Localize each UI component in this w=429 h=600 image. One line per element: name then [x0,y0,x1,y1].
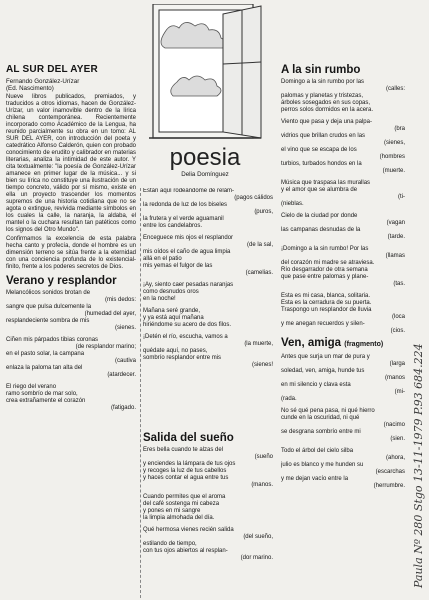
verse-text: la redonda de luz de los biseles [143,202,228,208]
verse-continuation: (cios. [390,328,405,334]
poem-title: Verano y resplandor [6,275,117,288]
verse-line [143,202,273,216]
verse-continuation: (de resplandor marino; [75,344,136,351]
verse-continuation: (sien. [390,436,405,442]
verse-line [143,527,273,541]
verse-line [143,282,273,289]
verse-text: Traspongo un resplandor de lluvia [281,307,372,313]
verse-text: sangre que pulsa dulcemente la [6,304,92,311]
verse-line [143,548,273,562]
verse-line [281,354,405,368]
poem-title [281,337,405,351]
verse-line [143,461,273,468]
verse-continuation: (pagos cálidos [234,195,273,201]
verse-text: Eres bella cuando te alzas del [143,447,224,453]
verse-line [143,256,273,263]
verse-text: la frutera y el verde aguamanil [143,216,224,222]
verse-text: en el pasto solar, la campana [6,351,85,358]
verse-line [281,79,405,93]
verse-text: árboles sosegados en sus copas, [281,100,371,106]
verse-continuation: (larga [389,361,405,367]
verse-text: que pase entre palomas y plane- [281,274,369,280]
verse-continuation: (sienes. [114,325,136,332]
poem-verano [6,290,136,412]
verse-continuation: (escarchas [375,469,405,475]
verse-continuation: (camelias. [245,270,273,276]
verse-text: ¡Detén el río, escucha, vamos a [143,334,228,340]
verse-continuation: (vagan [386,220,405,226]
verse-continuation: (sueño [254,454,273,460]
verse-continuation: (puros, [254,209,273,215]
verse-continuation: (tas. [393,281,405,287]
verse-continuation: (llamas [385,253,405,259]
verse-line [281,100,405,107]
verse-line [281,260,405,267]
poem-untitled [143,188,273,369]
handwritten-text: Paula Nº 280 Stgo 13-11-1979 P.93 684.224 [412,343,425,588]
verse-text: julio es blanco y me hunden su [281,462,364,468]
verse-text: Música que traspasa las murallas [281,180,371,186]
verse-text: la limpia almohada del día. [143,515,215,521]
verse-continuation: (dor marino. [240,555,273,561]
verse-text: Esta es mi casa, blanca, solitaria. [281,293,371,299]
poem-title: A la sin rumbo [281,64,361,76]
verse-continuation: (la muerte, [244,341,273,347]
verse-line [143,508,273,515]
verse-continuation: (sienes! [251,362,273,368]
verse-text: Ciñen mis párpados tibias coronas [6,337,99,344]
verse-line [143,188,273,202]
verse-line [143,263,273,277]
verse-line [143,348,273,355]
verse-text: se desgrana sombrío entre mi [281,429,361,435]
verse-text: y el amor que se alumbra de [281,187,358,193]
verse-text: y enciendes la lámpara de tus ojos [143,461,236,467]
poem-title: Salida del sueño [143,432,234,444]
book-publisher: (Ed. Nascimento) [6,85,54,93]
verse-line [6,398,136,412]
verse-text: Melancólicos sonidos brotan de [6,290,91,297]
verse-text: Antes que surja un mar de pura y [281,354,370,360]
verse-text: entre los candelabros. [143,223,203,229]
verse-continuation: (nacimo [383,422,405,428]
verse-text: estilando de tiempo, [143,541,197,547]
column-middle-top [143,188,273,428]
poem-ven-amiga [281,354,405,490]
book-review-title: AL SUR DEL AYER [6,64,98,75]
verse-text: Todo el árbol del cielo silba [281,448,354,454]
verse-text: ¡Ay, siento caer pesadas naranjas [143,282,234,288]
verse-line [6,384,136,391]
verse-continuation: (fatigado. [110,405,136,412]
verse-line [143,541,273,548]
verse-text: Cuando permites que el aroma [143,494,226,500]
verse-text: resplandeciente sombra de mis [6,318,90,325]
verse-line [143,322,273,329]
verse-line [6,391,136,398]
verse-line [6,318,136,332]
verse-line [281,201,405,208]
verse-text: Mañana seré grande, [143,308,201,314]
verse-line [143,501,273,508]
verse-text: en la noche! [143,296,176,302]
verse-line [143,249,273,256]
poem-sin-rumbo [281,79,405,335]
verse-line [143,334,273,348]
verse-continuation: (ahora, [385,455,405,461]
column-left [6,64,136,600]
verse-line [281,368,405,382]
verse-text: mis oídos el caño de agua limpia [143,249,231,255]
section-author: Delia Domínguez [181,171,229,178]
review-paragraph: Nueve libros publicados, premiados, y traducidos a otros idiomas, hacen de González-Urízar, un valor inamovible dentro de la lírica chilena contemporánea. Recientemente incorporado como Académico de la Lengua, ha reunido parcialmente su obra en un tomo: AL SUR DEL AYER, con introducción del poeta y catedrático Alfonso Calderón, quien con probado conocimiento de erudito y calibrador en materias literarias, analiza la intimidad de este autor. Y cita textualmente: "la poesía de González-Urízar amanece en primer lugar de la música... y si bien su lírica no constituye una ilustración de un tiempo concreto, válido por sí mismo, existe en ella un proyecto trascender los momentos supremos de una historia cotidiana que no se agota o extingue, revivida mediante símbolos en los cuales la calle, la naranja, la aldaba, el mantel o la cuchara resultan tan patéticos como los signos del Otro Mundo". [6,94,136,234]
verse-line [281,448,405,462]
verse-text: del café sostenga mi cabeza [143,501,220,507]
verse-text: Enceguece mis ojos el resplandor [143,235,234,241]
verse-line [143,296,273,303]
verse-text: allá en el patio [143,256,182,262]
verse-line [281,93,405,100]
verse-continuation: (calles: [385,86,405,92]
verse-text: en mi silencio y clava esta [281,382,351,388]
verse-continuation: (manos. [251,482,273,488]
verse-text: turbios, turbados hondos en la [281,161,362,167]
verse-text: y ya está aquí mañana [143,315,204,321]
verse-text: (rada. [281,396,297,402]
verse-line [143,235,273,249]
verse-line [281,267,405,274]
verse-text: Cielo de la ciudad por donde [281,213,358,219]
verse-line [281,476,405,490]
column-right [281,64,405,600]
verse-text: y me dejan vacío entre la [281,476,349,482]
poem-note: (fragmento) [344,341,384,348]
verse-line [281,274,405,288]
verse-text: del corazón mi madre se atraviesa. [281,260,375,266]
verse-text: quédate aquí, no pases, [143,348,208,354]
verse-continuation: (loca [391,314,405,320]
verse-line [143,289,273,296]
verse-line [281,307,405,321]
verse-text: (nieblas. [281,201,304,207]
verse-text: sombrío resplandor entre mis [143,355,222,361]
verse-text: Viento que pasa y deja una palpa- [281,119,372,125]
verse-continuation: (hombres [379,154,405,160]
verse-continuation: (tarde. [387,234,405,240]
book-author: Fernando González-Urízar [6,78,80,85]
verse-continuation: (ti- [398,194,405,200]
verse-line [143,355,273,369]
verse-line [143,475,273,489]
verse-line [281,382,405,396]
verse-text: hiriéndome su acero de dos filos. [143,322,232,328]
column-divider [140,188,142,598]
verse-text: cunde en la oscuridad, ni qué [281,415,360,421]
verse-line [143,447,273,461]
verse-line [6,304,136,318]
verse-continuation: (humedad del ayer, [84,311,136,318]
verse-line [281,462,405,476]
verse-line [143,494,273,501]
verse-line [281,180,405,187]
verse-line [143,515,273,522]
verse-line [281,396,405,403]
verse-text: Domingo a la sin rumbo por las [281,79,365,85]
verse-continuation: (sienes, [383,140,405,146]
verse-continuation: (atardecer. [107,372,136,379]
verse-continuation: (manos [384,375,405,381]
verse-line [281,246,405,260]
verse-line [281,415,405,429]
verse-text: y haces contar el agua entre tus [143,475,229,481]
verse-text: Río desgarrador de otra semana [281,267,368,273]
verse-continuation: (cautiva [114,358,136,365]
verse-line [143,223,273,230]
verse-line [281,107,405,114]
verse-continuation: (muerte. [382,168,405,174]
verse-line [143,468,273,475]
verse-text: y pones en mi sangre [143,508,201,514]
verse-line [281,321,405,335]
section-title: poesia [169,144,241,171]
verse-text: el vino que se escapa de los [281,147,357,153]
verse-text: con tus ojos abiertos al resplan- [143,548,228,554]
verse-text: enlaza la paloma tan alta del [6,365,83,372]
verse-text: y me anegan recuerdos y silen- [281,321,365,327]
verse-line [6,365,136,379]
verse-text: El riego del verano [6,384,57,391]
verse-text: ramo sombrío de mar solo, [6,391,78,398]
verse-line [281,119,405,133]
verse-text: las campanas desnudas de la [281,227,361,233]
verse-line [281,429,405,443]
verse-text: como desnudos oros [143,289,199,295]
verse-line [143,315,273,322]
verse-line [281,187,405,201]
verse-text: Esta es la cerradura de su puerta. [281,300,372,306]
verse-line [6,290,136,304]
verse-text: No sé qué pena pasa, ni qué hierro [281,408,375,414]
handwritten-annotation [410,150,428,590]
verse-text: mis yemas el fulgor de las [143,263,213,269]
verse-continuation: (mis dedos: [104,297,136,304]
poem-salida [143,447,273,562]
window-illustration [143,4,267,142]
verse-continuation: (bra [394,126,405,132]
verse-text: Están aquí rodeándome de relám- [143,188,235,194]
verse-text: ¡Domingo a la sin rumbo! Por las [281,246,369,252]
verse-line [281,293,405,300]
poem-title-text: Ven, amiga [281,337,342,349]
verse-text: palomas y planetas y tristezas, [281,93,364,99]
verse-text: Qué hermosa vienes recién salida [143,527,234,533]
verse-line [143,308,273,315]
column-middle-bottom [143,432,273,600]
verse-continuation: (de la sal, [246,242,273,248]
verse-line [281,227,405,241]
verse-line [143,216,273,223]
verse-line [6,351,136,365]
verse-continuation: (del sueño, [243,534,273,540]
verse-continuation: (mi- [394,389,405,395]
verse-line [281,408,405,415]
verse-continuation: (herrumbre. [373,483,405,489]
verse-line [281,300,405,307]
verse-text: y recoges la luz de tus cabellos [143,468,227,474]
verse-line [281,147,405,161]
verse-text: crea extrañamente el corazón [6,398,86,405]
verse-line [281,161,405,175]
verse-line [6,337,136,351]
verse-text: perros solos dormidos en la acera. [281,107,374,113]
verse-line [281,213,405,227]
verse-line [281,133,405,147]
verse-text: vidrios que brillan crudos en las [281,133,366,139]
review-paragraph: Confirmamos la excelencia de esta palabra hecha canto y profecía, donde el hombre es un dimensión terreno se sitúa frente a la eternidad con una conciencia profunda de lo existencial-finito, frente a los poderes secretos de Dios. [6,236,136,271]
verse-text: soledad, ven, amiga, hunde tus [281,368,365,374]
